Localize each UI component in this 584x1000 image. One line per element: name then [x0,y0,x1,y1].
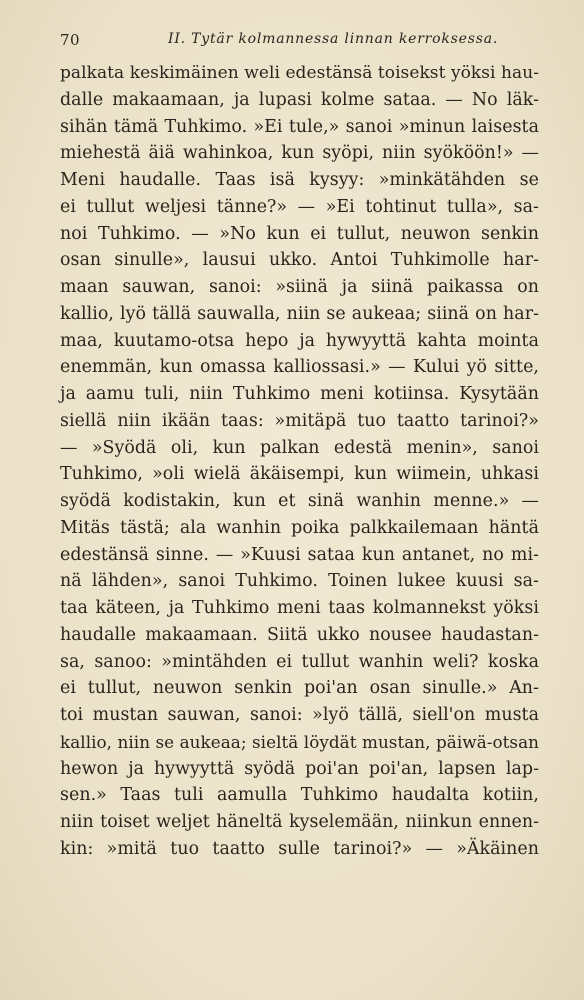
text-line: — »Syödä oli, kun palkan edestä menin», sanoi [60,437,539,458]
text-line: edestänsä sinne. — »Kuusi sataa kun antanet, no mi- [60,544,539,565]
page-number: 70 [60,31,81,49]
text-line: miehestä äiä wahinkoa, kun syöpi, niin syököön!» — [60,143,539,164]
text-line: siellä niin ikään taas: »mitäpä tuo taatto tarinoi?» [60,410,539,431]
text-line: hewon ja hywyyttä syödä poi'an poi'an, lapsen lap- [60,758,539,779]
text-line: sihän tämä Tuhkimo. »Ei tule,» sanoi »minun laisesta [60,116,539,137]
text-line: toi mustan sauwan, sanoi: »lyö tällä, siell'on musta [60,705,539,725]
body-text [60,60,539,863]
text-line: ei tullut, neuwon senkin poi'an osan sinulle.» An- [60,678,539,699]
text-line: ei tullut weljesi tänne?» — »Ei tohtinut tulla», sa- [60,196,539,217]
text-line: syödä kodistakin, kun et sinä wanhin menne.» — [60,491,539,511]
text-line: taa käteen, ja Tuhkimo meni taas kolmannekst yöksi [60,598,539,618]
text-line: niin toiset weljet häneltä kyselemään, niinkun ennen- [60,812,539,832]
text-line: palkata keskimäinen weli edestänsä toisekst yöksi hau- [60,63,539,83]
text-line: kallio, lyö tällä sauwalla, niin se aukeaa; siinä on har- [60,303,539,324]
text-line: ja aamu tuli, niin Tuhkimo meni kotiinsa. Kysytään [60,384,539,404]
text-line: kin: »mitä tuo taatto sulle tarinoi?» — »Äkäinen [60,838,539,859]
text-line: sen.» Taas tuli aamulla Tuhkimo haudalta kotiin, [60,785,539,806]
text-line: osan sinulle», lausui ukko. Antoi Tuhkimolle har- [60,250,539,271]
text-line: maa, kuutamo-otsa hepo ja hywyyttä kahta mointa [60,330,539,351]
text-line: kallio, niin se aukeaa; sieltä löydät mustan, päiwä-otsan [60,731,539,752]
text-line: enemmän, kun omassa kalliossasi.» — Kului yö sitte, [60,357,539,378]
text-line: noi Tuhkimo. — »No kun ei tullut, neuwon senkin [60,223,539,244]
running-head: II. Tytär kolmannessa linnan kerroksessa. [168,31,499,47]
text-line: maan sauwan, sanoi: »siinä ja siinä paikassa on [60,277,539,297]
page-header [58,31,538,51]
text-line: dalle makaamaan, ja lupasi kolme sataa. — No läk- [60,89,539,110]
text-line: Mitäs tästä; ala wanhin poika palkkailemaan häntä [60,517,539,538]
text-line: sa, sanoo: »mintähden ei tullut wanhin weli? koska [60,651,539,672]
text-line: Meni haudalle. Taas isä kysyy: »minkätähden se [60,170,539,190]
text-line: nä lähden», sanoi Tuhkimo. Toinen lukee kuusi sa- [60,571,539,592]
text-line: haudalle makaamaan. Siitä ukko nousee haudastan- [60,624,539,645]
text-line: Tuhkimo, »oli wielä äkäisempi, kun wiimein, uhkasi [60,464,539,485]
